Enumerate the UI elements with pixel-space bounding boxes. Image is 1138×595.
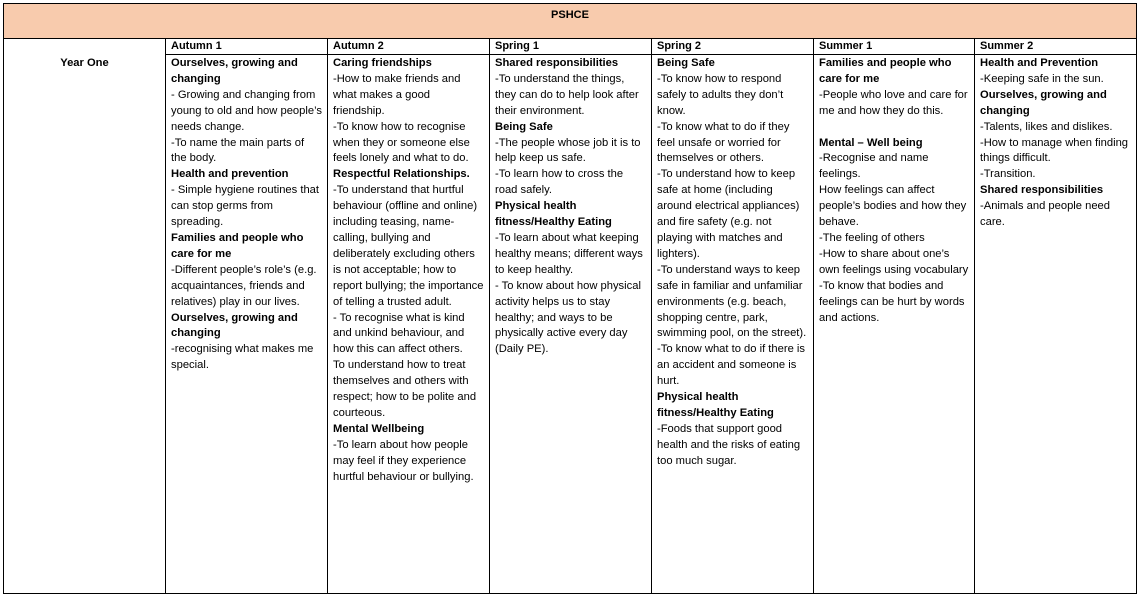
section-heading: Physical health fitness/Healthy Eating xyxy=(495,200,612,229)
learning-objective: -To know what to do if they feel unsafe or worried for themselves or others. xyxy=(657,120,790,165)
learning-objective: -To understand that hurtful behaviour (offline and online) including teasing, name-calling, bullying and deliberately excluding others is not acceptable; how to report bullying; the importance of telling a trusted adult. xyxy=(333,184,484,308)
section-heading: Ourselves, growing and changing xyxy=(171,57,298,85)
pshce-curriculum-table xyxy=(3,3,1137,594)
learning-objective: -Foods that support good health and the risks of eating too much sugar. xyxy=(657,422,801,467)
section-heading: Health and Prevention xyxy=(980,57,1099,69)
section-heading: Health and prevention xyxy=(171,168,289,181)
section-heading: Respectful Relationships. xyxy=(333,168,470,181)
term-cell xyxy=(814,55,975,594)
year-header-empty xyxy=(4,39,166,55)
learning-objective: -People who love and care for me and how they do this. xyxy=(819,88,968,117)
term-header: Spring 1 xyxy=(490,39,652,55)
learning-objective: -The people whose job it is to help keep us safe. xyxy=(495,136,641,165)
learning-objective: -Animals and people need care. xyxy=(980,200,1110,229)
learning-objective: -To learn about how people may feel if they experience hurtful behaviour or bullying. xyxy=(333,438,474,483)
learning-objective: -To know how to respond safely to adults they don’t know. xyxy=(657,72,784,117)
learning-objective: -To know how to recognise when they or someone else feels lonely and what to do. xyxy=(333,120,470,165)
learning-objective: -To learn how to cross the road safely. xyxy=(495,168,624,197)
learning-objective: - Growing and changing from young to old and how people’s needs change. xyxy=(171,88,322,133)
learning-objective: -How to share about one’s own feelings using vocabulary xyxy=(819,247,969,276)
title-row xyxy=(4,4,1137,39)
learning-objective: -To name the main parts of the body. xyxy=(171,136,305,165)
section-heading: Families and people who care for me xyxy=(819,57,952,85)
term-header: Autumn 2 xyxy=(328,39,490,55)
section-heading: Shared responsibilities xyxy=(980,184,1104,197)
term-header: Spring 2 xyxy=(652,39,814,55)
section-heading: Ourselves, growing and changing xyxy=(980,88,1107,117)
learning-objective: - To recognise what is kind and unkind behaviour, and how this can affect others. xyxy=(333,311,465,356)
learning-objective: -Recognise and name feelings. xyxy=(819,152,929,181)
term-cell xyxy=(490,55,652,594)
section-heading: Being Safe xyxy=(495,120,553,133)
section-heading: Ourselves, growing and changing xyxy=(171,311,298,340)
section-heading: Mental – Well being xyxy=(819,136,923,149)
section-heading: Physical health fitness/Healthy Eating xyxy=(657,391,774,419)
learning-objective: How feelings can affect people’s bodies and how they behave. xyxy=(819,184,967,229)
learning-objective: -To know what to do if there is an accident and someone is hurt. xyxy=(657,343,805,388)
term-cell xyxy=(652,55,814,594)
learning-objective: - Simple hygiene routines that can stop germs from spreading. xyxy=(171,184,320,229)
section-heading: Being Safe xyxy=(657,57,715,69)
learning-objective: -How to manage when finding things difficult. xyxy=(980,136,1129,165)
term-header: Summer 2 xyxy=(975,39,1137,55)
term-header-row xyxy=(4,39,1137,55)
spacer xyxy=(819,120,969,136)
term-cell xyxy=(975,55,1137,594)
learning-objective: -Different people’s role’s (e.g. acquaintances, friends and relatives) play in our lives. xyxy=(171,263,317,308)
learning-objective: -Transition. xyxy=(980,168,1036,181)
section-heading: Shared responsibilities xyxy=(495,57,619,69)
learning-objective: -To know that bodies and feelings can be hurt by words and actions. xyxy=(819,279,965,324)
term-cell xyxy=(166,55,328,594)
learning-objective: -The feeling of others xyxy=(819,231,925,244)
section-heading: Mental Wellbeing xyxy=(333,422,425,435)
table-title: PSHCE xyxy=(4,4,1137,39)
learning-objective: -To learn about what keeping healthy means; different ways to keep healthy. xyxy=(495,231,643,276)
learning-objective: - To know about how physical activity helps us to stay healthy; and ways to be physically active every day (Daily PE). xyxy=(495,279,641,356)
learning-objective: -To understand ways to keep safe in familiar and unfamiliar environments (e.g. beach, shopping centre, park, swimming pool, on the street). xyxy=(657,263,807,340)
learning-objective: -recognising what makes me special. xyxy=(171,343,314,372)
term-header: Autumn 1 xyxy=(166,39,328,55)
learning-objective: -To understand how to keep safe at home (including around electrical appliances) and fire safety (e.g. not playing with matches and lighters). xyxy=(657,168,800,260)
learning-objective: To understand how to treat themselves and others with respect; how to be polite and courteous. xyxy=(333,359,477,419)
learning-objective: -How to make friends and what makes a good friendship. xyxy=(333,72,461,117)
section-heading: Caring friendships xyxy=(333,57,432,69)
learning-objective: -Keeping safe in the sun. xyxy=(980,72,1104,85)
year-label: Year One xyxy=(4,55,166,594)
learning-objective: -Talents, likes and dislikes. xyxy=(980,120,1113,133)
learning-objective: -To understand the things, they can do to help look after their environment. xyxy=(495,72,639,117)
term-cell xyxy=(328,55,490,594)
section-heading: Families and people who care for me xyxy=(171,231,304,260)
term-header: Summer 1 xyxy=(814,39,975,55)
year-one-row xyxy=(4,55,1137,594)
